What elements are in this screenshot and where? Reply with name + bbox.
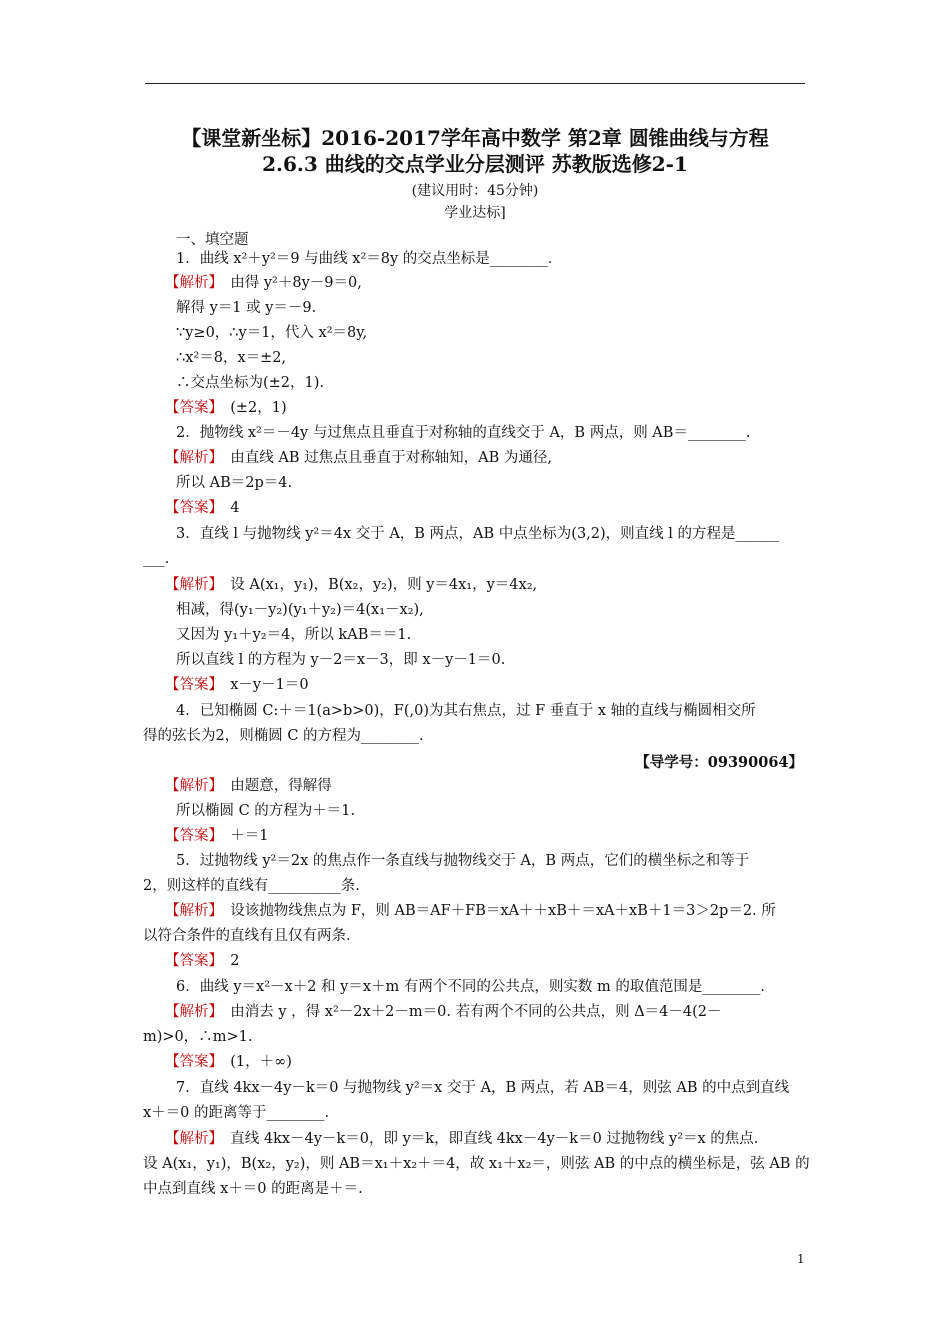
q4-question: 4．已知椭圆 C:＋＝1(a>b>0)，F(,0)为其右焦点，过 F 垂直于 x 轴的直线与椭圆相交所 (176, 703, 756, 719)
analysis-tag: 【解析】 (165, 1004, 216, 1020)
q3-answer: 【答案】 x－y－1＝0 (165, 677, 309, 693)
q3-step: 又因为 y₁＋y₂＝4，所以 kAB＝＝1. (176, 627, 412, 643)
doc-title-line2: 2.6.3 曲线的交点学业分层测评 苏教版选修2-1 (262, 152, 688, 176)
q2-step: 所以 AB＝2p＝4. (176, 475, 293, 491)
q3-question: 3．直线 l 与抛物线 y²＝4x 交于 A，B 两点，AB 中点坐标为(3,2)，则直线 l 的方程是______ (176, 526, 780, 542)
q3-step: 相减，得(y₁－y₂)(y₁＋y₂)＝4(x₁－x₂), (176, 602, 424, 618)
q1-step: 解得 y＝1 或 y＝－9. (176, 300, 317, 316)
page-number: 1 (797, 1252, 805, 1266)
q2-analysis: 【解析】 由直线 AB 过焦点且垂直于对称轴知，AB 为通径, (165, 450, 552, 466)
analysis-tag: 【解析】 (165, 778, 216, 794)
q1-step: ∴交点坐标为(±2，1). (176, 375, 325, 391)
q2-question: 2．抛物线 x²＝－4y 与过焦点且垂直于对称轴的直线交于 A，B 两点，则 AB＝________. (176, 425, 751, 441)
q7-step: 中点到直线 x＋＝0 的距离是＋＝. (143, 1181, 363, 1197)
part-label: 一、填空题 (176, 232, 249, 248)
analysis-tag: 【解析】 (165, 903, 216, 919)
analysis-tag: 【解析】 (165, 450, 216, 466)
q7-question: 7．直线 4kx－4y－k＝0 与抛物线 y²＝x 交于 A，B 两点，若 AB＝4，则弦 AB 的中点到直线 (176, 1080, 790, 1096)
answer-tag: 【答案】 (165, 500, 216, 516)
q6-analysis: 【解析】 由消去 y ，得 x²－2x＋2－m＝0. 若有两个不同的公共点，则 Δ＝4－4(2－ (165, 1004, 722, 1020)
q6-analysis-cont: m)>0，∴m>1. (143, 1029, 253, 1045)
q2-answer: 【答案】 4 (165, 500, 240, 516)
section-label: 学业达标] (444, 205, 506, 221)
q5-question: 5．过抛物线 y²＝2x 的焦点作一条直线与抛物线交于 A，B 两点，它们的横坐标之和等于 (176, 853, 750, 869)
guide-number: 【导学号：09390064】 (635, 754, 803, 771)
q4-question-cont: 得的弦长为2，则椭圆 C 的方程为________. (143, 728, 424, 744)
answer-tag: 【答案】 (165, 400, 216, 416)
answer-tag: 【答案】 (165, 1054, 216, 1070)
analysis-tag: 【解析】 (165, 577, 216, 593)
header-rule (145, 83, 805, 84)
q1-answer: 【答案】 (±2，1) (165, 400, 287, 416)
q7-step: 设 A(x₁，y₁)，B(x₂，y₂)，则 AB＝x₁＋x₂＋＝4，故 x₁＋x₂＝，则弦 AB 的中点的横坐标是，弦 AB 的 (143, 1156, 810, 1172)
answer-tag: 【答案】 (165, 677, 216, 693)
q7-analysis: 【解析】 直线 4kx－4y－k＝0，即 y＝k，即直线 4kx－4y－k＝0 过抛物线 y²＝x 的焦点. (165, 1131, 759, 1147)
answer-tag: 【答案】 (165, 828, 216, 844)
suggested-time: (建议用时：45分钟) (411, 183, 539, 199)
q1-step: ∴x²＝8，x＝±2, (176, 350, 287, 366)
q5-analysis: 【解析】 设该抛物线焦点为 F，则 AB＝AF＋FB＝xA＋＋xB＋＝xA＋xB＋1＝3＞2p＝2. 所 (165, 903, 776, 919)
q3-step: 所以直线 l 的方程为 y－2＝x－3，即 x－y－1＝0. (176, 652, 506, 668)
q7-question-cont: x＋＝0 的距离等于________. (143, 1105, 330, 1121)
doc-title-line1: 【课堂新坐标】2016-2017学年高中数学 第2章 圆锥曲线与方程 (181, 126, 769, 150)
q4-step: 所以椭圆 C 的方程为＋＝1. (176, 803, 356, 819)
q4-analysis: 【解析】 由题意，得解得 (165, 778, 332, 794)
analysis-tag: 【解析】 (165, 1131, 216, 1147)
q1-step: ∵y≥0，∴y＝1，代入 x²＝8y, (176, 325, 368, 341)
q1-analysis: 【解析】 由得 y²＋8y－9＝0, (165, 275, 362, 291)
analysis-tag: 【解析】 (165, 275, 216, 291)
q4-answer: 【答案】 ＋＝1 (165, 828, 269, 844)
answer-tag: 【答案】 (165, 953, 216, 969)
q6-answer: 【答案】 (1，＋∞) (165, 1054, 292, 1070)
q5-question-cont: 2，则这样的直线有__________条. (143, 878, 360, 894)
q6-question: 6．曲线 y＝x²－x＋2 和 y＝x＋m 有两个不同的公共点，则实数 m 的取值范围是________. (176, 979, 765, 995)
q5-analysis-cont: 以符合条件的直线有且仅有两条. (143, 928, 351, 944)
q3-analysis: 【解析】 设 A(x₁，y₁)，B(x₂，y₂)，则 y＝4x₁，y＝4x₂, (165, 577, 538, 593)
q1-question: 1．曲线 x²＋y²＝9 与曲线 x²＝8y 的交点坐标是________． (176, 251, 563, 267)
q5-answer: 【答案】 2 (165, 953, 240, 969)
q3-question-cont: ___. (143, 551, 170, 567)
